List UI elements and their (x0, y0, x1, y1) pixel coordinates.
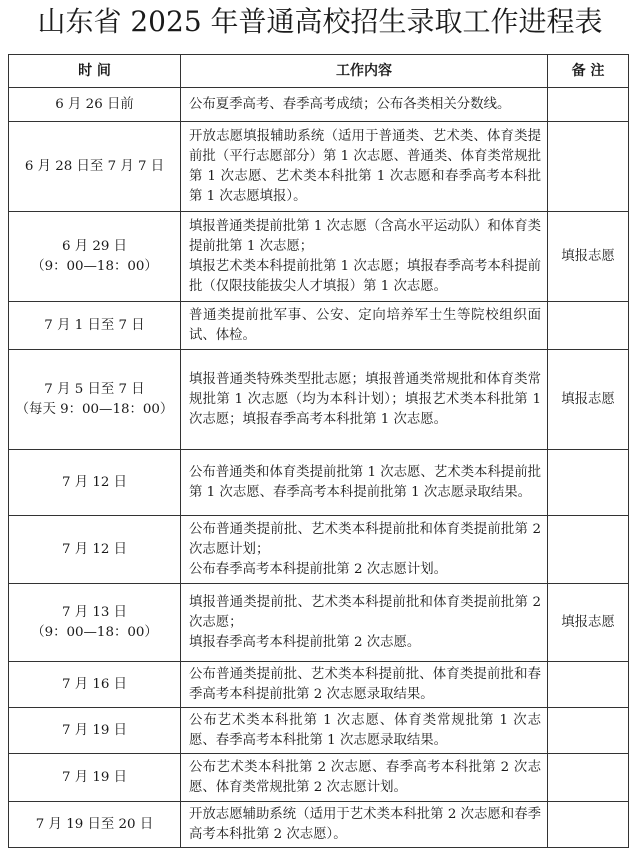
row-note: 填报志愿 (548, 350, 629, 450)
time-text: 7 月 19 日 (61, 769, 128, 785)
content-text: 填报春季高考本科提前批第 2 次志愿。 (189, 634, 421, 650)
content-text: 公布普通类和体育类提前批第 1 次志愿、艺术类本科提前批第 1 次志愿、春季高考本科提前批第 1 次志愿录取结果。 (189, 464, 541, 500)
time-text: （9：00—18：00） (31, 624, 158, 640)
content-text: 普通类提前批军事、公安、定向培养军士生等院校组织面试、体检。 (189, 307, 541, 343)
row-content (181, 350, 548, 450)
row-note (548, 516, 629, 584)
row-time (9, 350, 181, 450)
table-row (9, 754, 629, 802)
content-text: 公布艺术类本科批第 2 次志愿、春季高考本科批第 2 次志愿、体育类常规批第 2 次志愿计划。 (189, 759, 541, 795)
row-content (181, 302, 548, 350)
time-text: 7 月 12 日 (61, 541, 128, 557)
time-text: 7 月 5 日至 7 日 (44, 381, 145, 397)
row-note (548, 802, 629, 848)
header-time: 时 间 (9, 55, 181, 88)
row-note: 填报志愿 (548, 212, 629, 302)
content-text: 公布普通类提前批、艺术类本科提前批、体育类提前批和春季高考本科提前批第 2 次志愿录取结果。 (189, 666, 541, 702)
table-row (9, 122, 629, 212)
table-row (9, 88, 629, 122)
row-time (9, 662, 181, 708)
table-header-row (9, 55, 629, 88)
row-time (9, 450, 181, 516)
row-content (181, 802, 548, 848)
schedule-table (8, 54, 629, 848)
row-content (181, 212, 548, 302)
content-text: 公布夏季高考、春季高考成绩；公布各类相关分数线。 (189, 96, 511, 112)
time-text: 7 月 19 日 (61, 722, 128, 738)
time-text: 6 月 26 日前 (55, 96, 134, 112)
table-row (9, 802, 629, 848)
content-text: 公布春季高考本科提前批第 2 次志愿计划。 (189, 561, 448, 577)
content-text: 填报普通类特殊类型批志愿；填报普通类常规批和体育类常规批第 1 次志愿（均为本科计划）；填报艺术类本科批第 1 次志愿；填报春季高考本科批第 1 次志愿。 (189, 371, 541, 427)
row-time (9, 212, 181, 302)
row-note (548, 88, 629, 122)
row-content (181, 88, 548, 122)
row-note: 填报志愿 (548, 584, 629, 662)
row-note (548, 708, 629, 754)
time-text: 6 月 29 日 (61, 238, 128, 254)
time-text: （每天 9：00—18：00） (15, 401, 174, 417)
table-row (9, 584, 629, 662)
time-text: 6 月 28 日至 7 月 7 日 (24, 158, 165, 174)
row-content (181, 584, 548, 662)
row-content (181, 516, 548, 584)
row-time (9, 754, 181, 802)
row-content (181, 122, 548, 212)
time-text: 7 月 16 日 (61, 676, 128, 692)
row-time (9, 708, 181, 754)
time-text: 7 月 13 日 (61, 604, 128, 620)
table-row (9, 708, 629, 754)
table-row (9, 450, 629, 516)
document-title: 山东省 2025 年普通高校招生录取工作进程表 (37, 5, 603, 38)
content-text: 填报普通类提前批、艺术类本科提前批和体育类提前批第 2 次志愿； (189, 594, 541, 630)
header-note: 备 注 (548, 55, 629, 88)
table-row (9, 350, 629, 450)
row-content (181, 450, 548, 516)
table-body (9, 88, 629, 848)
content-text: 公布普通类提前批、艺术类本科提前批和体育类提前批第 2 次志愿计划； (189, 521, 541, 557)
content-text: 公布艺术类本科批第 1 次志愿、体育类常规批第 1 次志愿、春季高考本科批第 1 次志愿录取结果。 (189, 712, 541, 748)
row-note (548, 450, 629, 516)
time-text: 7 月 19 日至 20 日 (35, 816, 154, 832)
table-row (9, 516, 629, 584)
table-row (9, 662, 629, 708)
row-time (9, 516, 181, 584)
content-text: 开放志愿辅助系统（适用于艺术类本科批第 2 次志愿和春季高考本科批第 2 次志愿）。 (189, 806, 541, 842)
row-time (9, 88, 181, 122)
content-text: 填报普通类提前批第 1 次志愿（含高水平运动队）和体育类提前批第 1 次志愿； (189, 218, 541, 254)
row-note (548, 302, 629, 350)
row-time (9, 584, 181, 662)
row-time (9, 302, 181, 350)
row-content (181, 708, 548, 754)
row-note (548, 122, 629, 212)
content-text: 填报艺术类本科提前批第 1 次志愿；填报春季高考本科提前批（仅限技能拔尖人才填报）第 1 次志愿。 (189, 258, 541, 294)
time-text: 7 月 12 日 (61, 474, 128, 490)
row-note (548, 662, 629, 708)
row-note (548, 754, 629, 802)
table-row (9, 302, 629, 350)
row-time (9, 122, 181, 212)
header-content: 工作内容 (181, 55, 548, 88)
row-time (9, 802, 181, 848)
row-content (181, 662, 548, 708)
time-text: 7 月 1 日至 7 日 (44, 317, 145, 333)
content-text: 开放志愿填报辅助系统（适用于普通类、艺术类、体育类提前批（平行志愿部分）第 1 次志愿、普通类、体育类常规批第 1 次志愿、艺术类本科批第 1 次志愿和春季高考本科批第 1 次志愿填报）。 (189, 128, 541, 204)
time-text: （9：00—18：00） (31, 258, 158, 274)
row-content (181, 754, 548, 802)
table-row (9, 212, 629, 302)
